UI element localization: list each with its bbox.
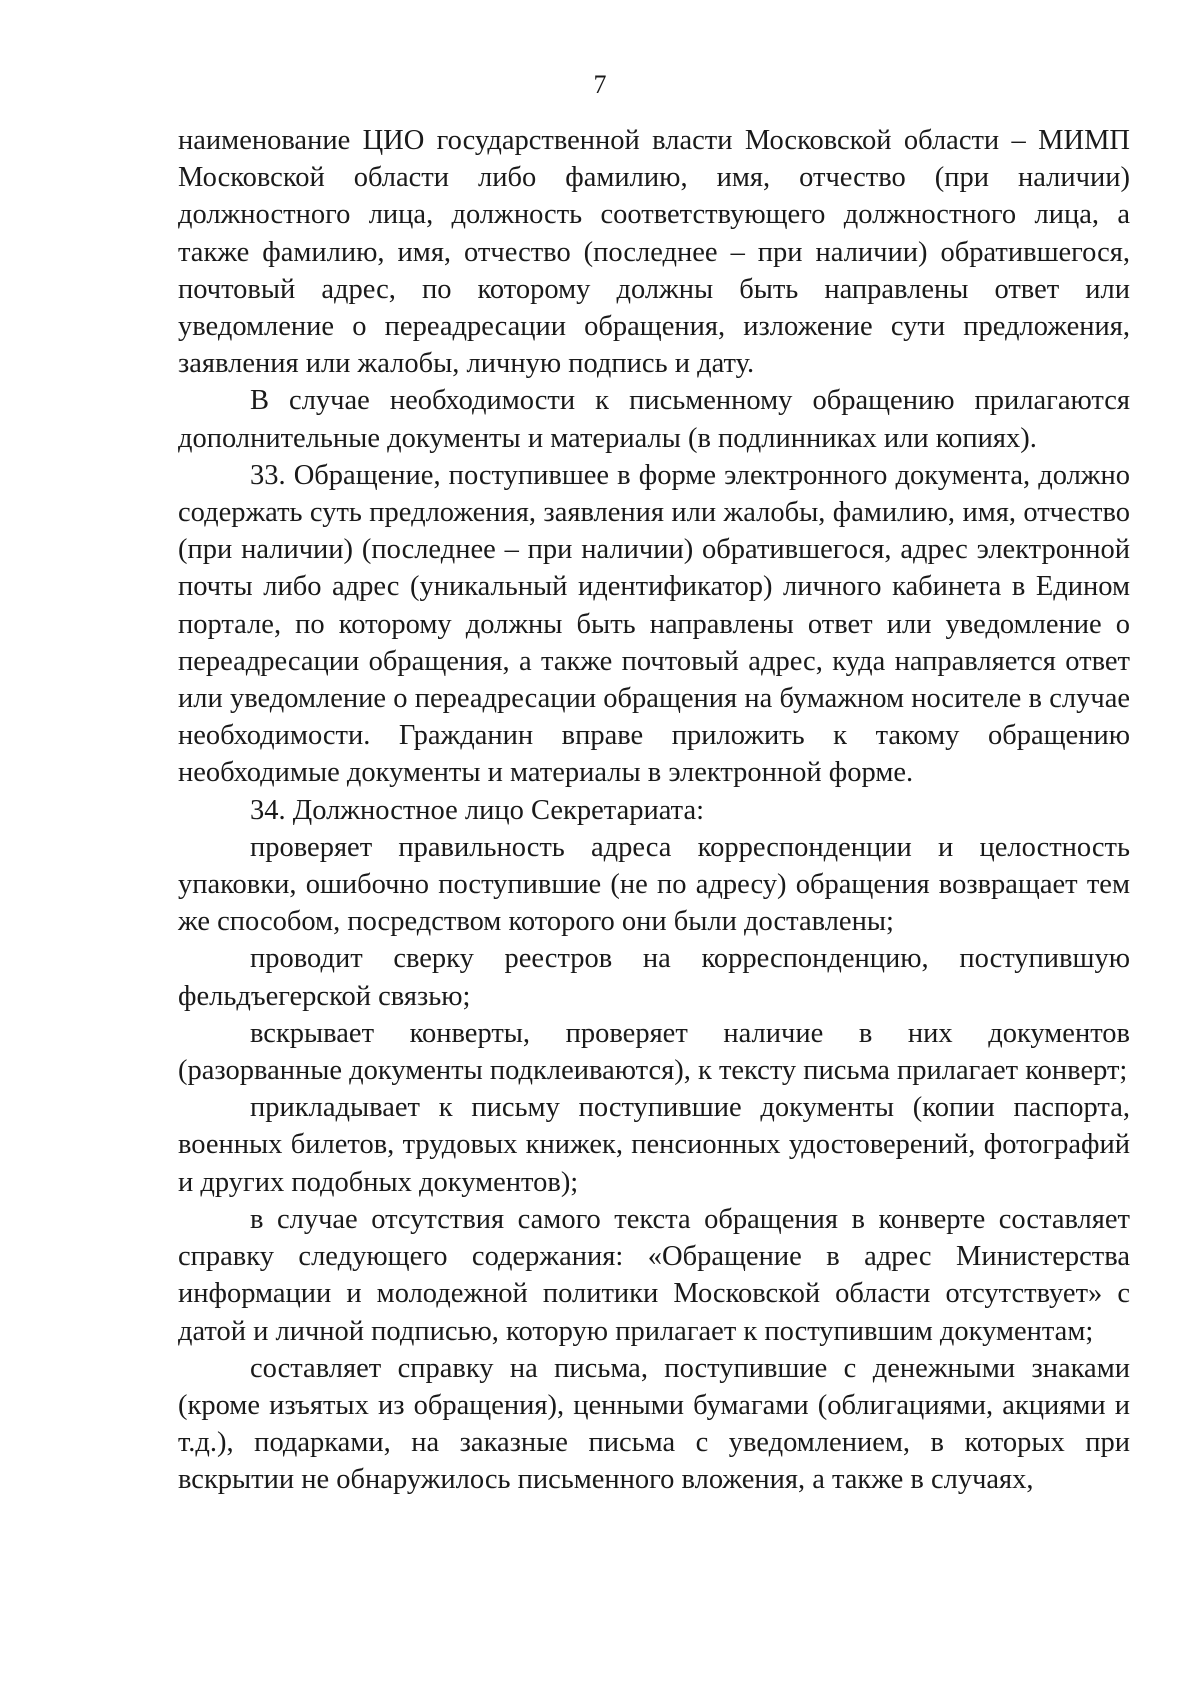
- paragraph-item-34: 34. Должностное лицо Секретариата:: [250, 794, 705, 826]
- document-body: [178, 122, 1130, 1499]
- paragraph-attaches-documents: прикладывает к письму поступившие документы (копии паспорта, военных билетов, трудовых книжек, пенсионных удостоверений, фотографий и других подобных документов);: [178, 1092, 1130, 1198]
- paragraph-missing-text-note: в случае отсутствия самого текста обращения в конверте составляет справку следующего содержания: «Обращение в адрес Министерства информации и молодежной политики Московской области отсутствует» с датой и личной подписью, которую прилагает к поступившим документам;: [178, 1203, 1130, 1347]
- paragraph-valuables-note: составляет справку на письма, поступившие с денежными знаками (кроме изъятых из обращения), ценными бумагами (облигациями, акциями и т.д.), подарками, на заказные письма с уведомлением, в которых при вскрытии не обнаружилось письменного вложения, а также в случаях,: [178, 1352, 1130, 1496]
- paragraph-attachments: В случае необходимости к письменному обращению прилагаются дополнительные документы и материалы (в подлинниках или копиях).: [178, 385, 1130, 454]
- paragraph-registry-check: проводит сверку реестров на корреспонденцию, поступившую фельдъегерской связью;: [178, 943, 1130, 1012]
- paragraph-address-requirements: наименование ЦИО государственной власти Московской области – МИМП Московской области либо фамилию, имя, отчество (при наличии) должностного лица, должность соответствующего должностного лица, а также фамилию, имя, отчество (последнее – при наличии) обратившегося, почтовый адрес, по которому должны быть направлены ответ или уведомление о переадресации обращения, изложение сути предложения, заявления или жалобы, личную подпись и дату.: [178, 125, 1130, 380]
- paragraph-checks-address: проверяет правильность адреса корреспонденции и целостность упаковки, ошибочно поступившие (не по адресу) обращения возвращает тем же способом, посредством которого они были доставлены;: [178, 831, 1130, 938]
- paragraph-item-33: 33. Обращение, поступившее в форме электронного документа, должно содержать суть предложения, заявления или жалобы, фамилию, имя, отчество (при наличии) (последнее – при наличии) обратившегося, адрес электронной почты либо адрес (уникальный идентификатор) личного кабинета в Едином портале, по которому должны быть направлены ответ или уведомление о переадресации обращения, а также почтовый адрес, куда направляется ответ или уведомление о переадресации обращения на бумажном носителе в случае необходимости. Гражданин вправе приложить к такому обращению необходимые документы и материалы в электронной форме.: [178, 459, 1130, 789]
- paragraph-opens-envelopes: вскрывает конверты, проверяет наличие в них документов (разорванные документы подклеиваются), к тексту письма прилагает конверт;: [178, 1017, 1130, 1087]
- page-number: 7: [593, 70, 607, 99]
